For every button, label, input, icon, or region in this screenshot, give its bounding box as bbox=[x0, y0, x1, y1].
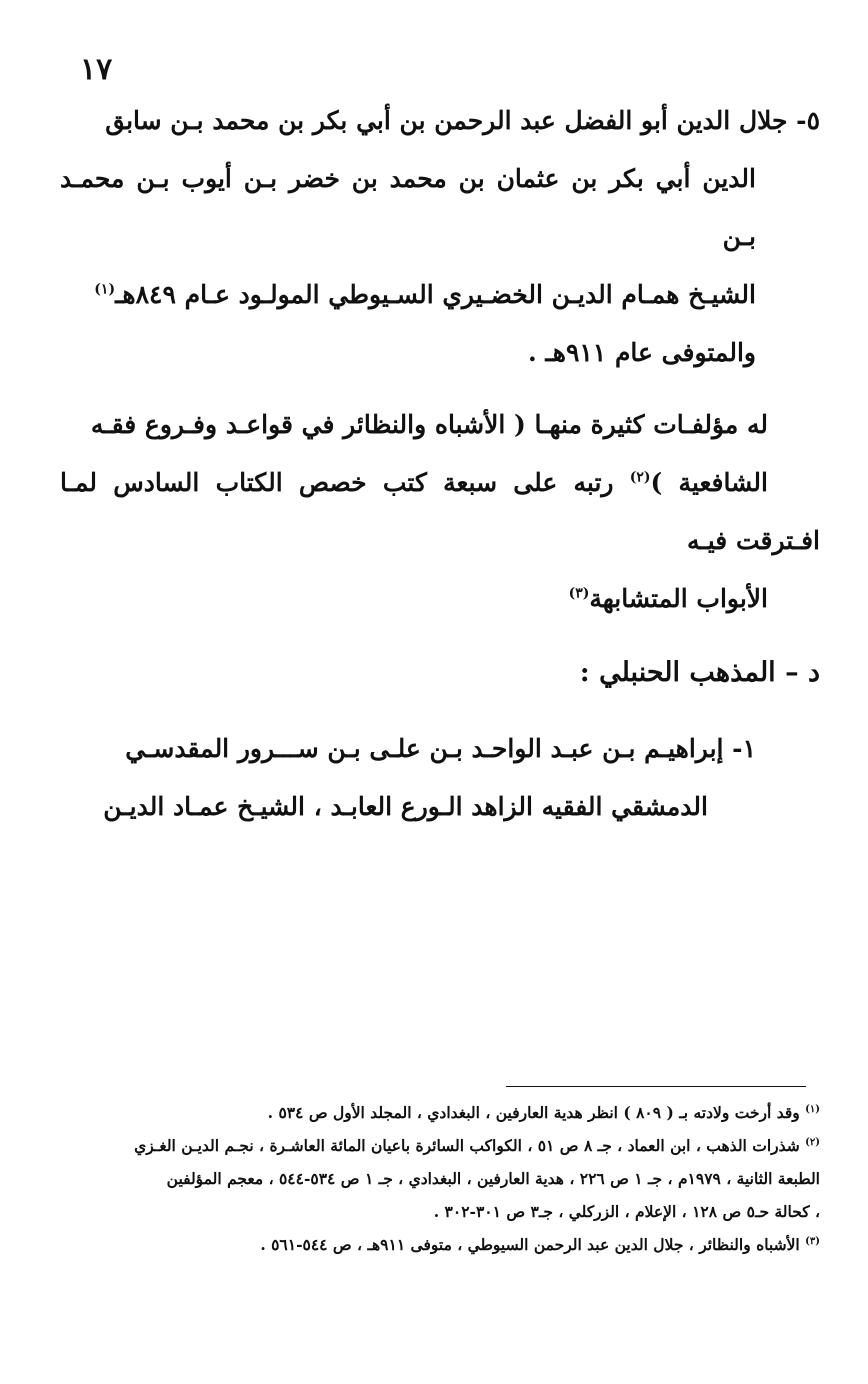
footnote-number: (١) bbox=[805, 1103, 820, 1115]
text-line: ١- إبراهيـم بـن عبـد الواحـد بـن علـى بـن ســـرور المقدسـي bbox=[125, 734, 756, 763]
footnote-number: (٢) bbox=[805, 1136, 820, 1148]
footnote-line bbox=[60, 1129, 820, 1162]
footnote-marker[interactable]: (٣) bbox=[568, 585, 590, 602]
text-line: له مؤلفـات كثيرة منهـا ( الأشباه والنظائر في قواعـد وفـروع فقـه bbox=[90, 410, 768, 439]
text-line: الدين أبي بكر بن عثمان بن محمد بن خضر بـن أيوب بـن محمـد بـن bbox=[60, 164, 756, 251]
list-item-ibrahim bbox=[60, 720, 820, 836]
footnotes bbox=[60, 1096, 820, 1261]
footnote-divider bbox=[506, 1086, 806, 1087]
text-line-content: الأبواب المتشابهة bbox=[589, 584, 768, 613]
footnote-1 bbox=[60, 1096, 820, 1129]
body-text bbox=[60, 92, 820, 836]
text-line bbox=[60, 266, 756, 324]
text-line: الدمشقي الفقيه الزاهد الـورع العابـد ، الشيـخ عمـاد الديـن bbox=[103, 792, 708, 821]
text-line: والمتوفى عام ٩١١هـ . bbox=[528, 338, 756, 367]
footnote-line: ، كحالة حـ٥ ص ١٢٨ ، الإعلام ، الزركلي ، جـ٣ ص ٣٠١-٣٠٢ . bbox=[433, 1202, 820, 1221]
text-line-content: الشافعية ) bbox=[650, 468, 768, 497]
list-item-suyuti bbox=[60, 92, 820, 382]
paragraph-works bbox=[60, 396, 820, 628]
page-number: ١٧ bbox=[80, 52, 113, 87]
footnote-marker[interactable]: (١) bbox=[94, 281, 116, 298]
footnote-text: شذرات الذهب ، ابن العماد ، جـ ٨ ص ٥١ ، الكواكب السائرة باعيان المائة العاشـرة ، نجـم الديـن الغـزي bbox=[134, 1136, 800, 1155]
footnote-line: الطبعة الثانية ، ١٩٧٩م ، جـ ١ ص ٢٢٦ ، هدية العارفين ، البغدادي ، جـ ١ ص ٥٣٤-٥٤٤ ، معجم المؤلفين bbox=[166, 1169, 820, 1188]
text-line-content: الشيـخ همـام الديـن الخضـيري السـيوطي المولـود عـام ٨٤٩هـ bbox=[115, 280, 756, 309]
footnote-text: وقد أرخت ولادته بـ ( ٨٠٩ ) انظر هدية العارفين ، البغدادي ، المجلد الأول ص ٥٣٤ . bbox=[267, 1103, 800, 1122]
text-line bbox=[60, 570, 820, 628]
text-line: ٥- جلال الدين أبو الفضل عبد الرحمن بن أبي بكر بن محمد بـن سابق bbox=[105, 106, 820, 135]
footnote-marker[interactable]: (٢) bbox=[629, 469, 651, 486]
text-line bbox=[60, 454, 820, 570]
footnote-2 bbox=[60, 1129, 820, 1228]
footnote-text: الأشباه والنظائر ، جلال الدين عبد الرحمن السيوطي ، متوفى ٩١١هـ ، ص ٥٤٤-٥٦١ . bbox=[260, 1235, 800, 1254]
section-heading: د – المذهب الحنبلي : bbox=[579, 657, 820, 688]
footnote-number: (٣) bbox=[805, 1235, 820, 1247]
text-line-content: رتبه على سبعة كتب خصص الكتاب السادس لمـا افـترقت فيـه bbox=[60, 468, 820, 555]
footnote-3 bbox=[60, 1228, 820, 1261]
